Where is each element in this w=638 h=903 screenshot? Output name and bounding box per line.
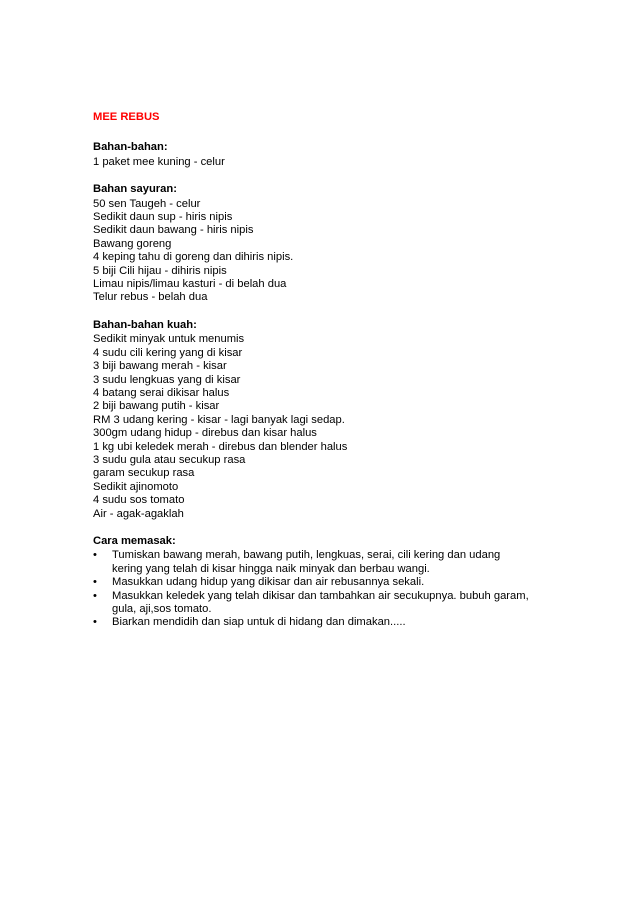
method-section [93, 535, 553, 630]
ingredient-line: RM 3 udang kering - kisar - lagi banyak lagi sedap. [93, 413, 345, 426]
ingredient-line: Sedikit daun sup - hiris nipis [93, 211, 233, 224]
step-line: gula, aji,sos tomato. [112, 603, 212, 615]
step-line: Biarkan mendidih dan siap untuk di hidang dan dimakan..... [112, 616, 406, 629]
ingredient-line: 3 biji bawang merah - kisar [93, 360, 227, 373]
recipe-title: MEE REBUS [93, 111, 160, 123]
ingredient-line: 300gm udang hidup - direbus dan kisar halus [93, 427, 317, 440]
ingredient-line: Air - agak-agaklah [93, 507, 184, 520]
ingredient-line: 1 kg ubi keledek merah - direbus dan blender halus [93, 440, 348, 453]
ingredient-line: 4 sudu cili kering yang di kisar [93, 346, 243, 359]
bullet-icon: • [93, 589, 97, 602]
method-step [93, 549, 553, 576]
ingredient-line: Sedikit ajinomoto [93, 480, 179, 493]
ingredient-line: 50 sen Taugeh - celur [93, 197, 201, 210]
ingredient-line: Telur rebus - belah dua [93, 291, 208, 304]
step-line: Masukkan udang hidup yang dikisar dan air rebusannya sekali. [112, 576, 425, 589]
vegetables-section [93, 183, 553, 305]
step-line: Masukkan keledek yang telah dikisar dan tambahkan air secukupnya. bubuh garam, [112, 589, 529, 602]
recipe-content [93, 111, 553, 644]
method-step [93, 616, 553, 629]
ingredient-line: 1 paket mee kuning - celur [93, 155, 225, 168]
ingredient-line: 2 biji bawang putih - kisar [93, 400, 220, 413]
ingredient-line: 3 sudu lengkuas yang di kisar [93, 373, 241, 386]
ingredient-line: Limau nipis/limau kasturi - di belah dua [93, 278, 287, 291]
bullet-icon: • [93, 549, 97, 562]
bullet-icon: • [93, 576, 97, 589]
section-heading: Cara memasak: [93, 534, 176, 547]
ingredient-line: Sedikit minyak untuk menumis [93, 333, 245, 346]
ingredient-line: Bawang goreng [93, 237, 172, 250]
ingredient-line: 5 biji Cili hijau - dihiris nipis [93, 264, 227, 277]
method-steps [93, 549, 553, 629]
section-heading: Bahan-bahan kuah: [93, 318, 197, 331]
ingredient-line: 4 batang serai dikisar halus [93, 386, 230, 399]
ingredient-line: 3 sudu gula atau secukup rasa [93, 453, 246, 466]
section-heading: Bahan-bahan: [93, 141, 168, 154]
ingredients-section [93, 141, 553, 169]
broth-section [93, 319, 553, 521]
step-line: kering yang telah di kisar hingga naik minyak dan berbau wangi. [112, 562, 430, 575]
step-line: Tumiskan bawang merah, bawang putih, lengkuas, serai, cili kering dan udang [112, 549, 501, 562]
ingredient-line: 4 keping tahu di goreng dan dihiris nipis. [93, 251, 294, 264]
ingredient-line: Sedikit daun bawang - hiris nipis [93, 224, 254, 237]
ingredient-line: garam secukup rasa [93, 467, 195, 480]
method-step [93, 576, 553, 589]
section-heading: Bahan sayuran: [93, 183, 177, 196]
method-step [93, 590, 553, 617]
ingredient-line: 4 sudu sos tomato [93, 494, 185, 507]
bullet-icon: • [93, 616, 97, 629]
